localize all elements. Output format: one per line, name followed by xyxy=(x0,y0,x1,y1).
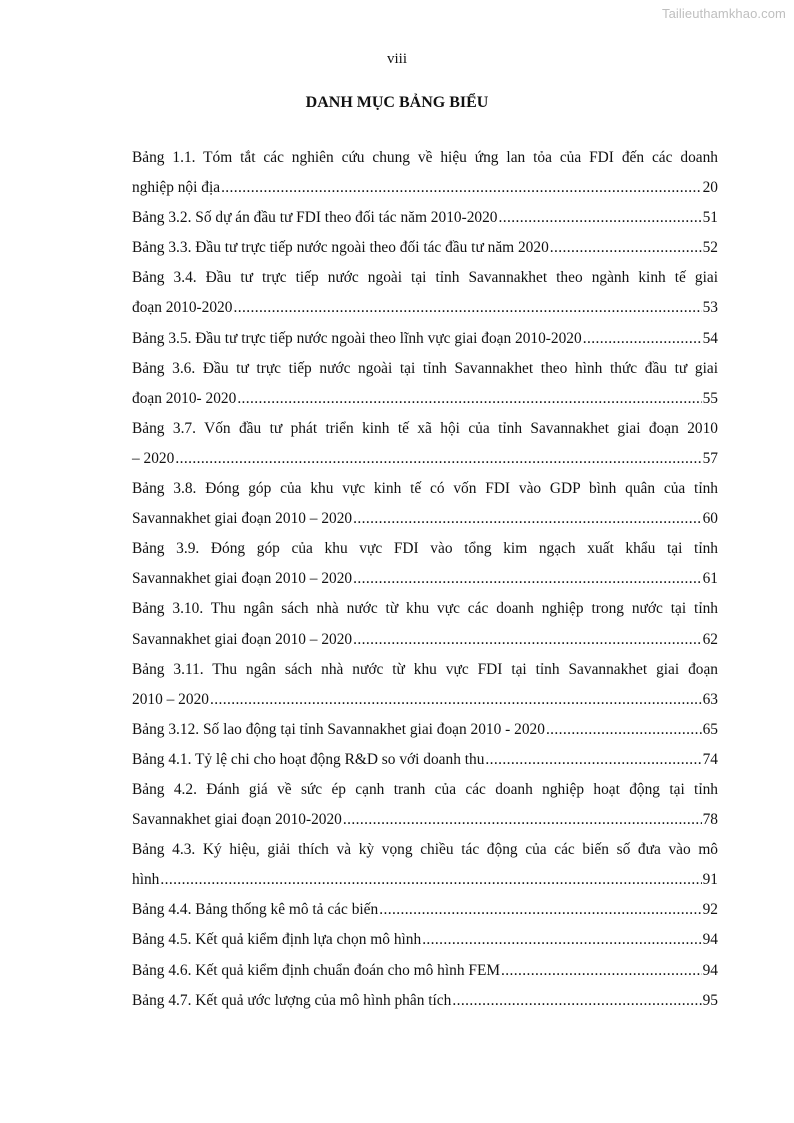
toc-entry[interactable] xyxy=(132,263,718,323)
toc-entry-text: – 2020 xyxy=(132,449,175,467)
toc-entry-title-line: Bảng 1.1. Tóm tắt các nghiên cứu chung về hiệu ứng lan tỏa của FDI đến các doanh xyxy=(132,149,718,166)
toc-entry[interactable] xyxy=(132,203,718,233)
dot-leader xyxy=(237,384,701,414)
toc-entry-fill-line xyxy=(132,564,718,594)
dot-leader xyxy=(221,173,702,203)
toc-entry-page-number: 60 xyxy=(702,510,718,528)
toc-entry-page-number: 53 xyxy=(702,299,718,317)
toc-entry-page-number: 65 xyxy=(702,720,718,738)
toc-entry-fill-line xyxy=(132,715,718,745)
dot-leader xyxy=(452,986,701,1016)
toc-entry-text: Savannakhet giai đoạn 2010 – 2020 xyxy=(132,510,353,528)
toc-entry-text: Savannakhet giai đoạn 2010-2020 xyxy=(132,811,342,829)
toc-entry-text: Bảng 4.7. Kết quả ước lượng của mô hình phân tích xyxy=(132,991,452,1009)
toc-entry[interactable] xyxy=(132,324,718,354)
dot-leader xyxy=(379,895,701,925)
dot-leader xyxy=(499,203,702,233)
toc-entry-text: Savannakhet giai đoạn 2010 – 2020 xyxy=(132,570,353,588)
toc-entry-fill-line xyxy=(132,384,718,414)
toc-entry[interactable] xyxy=(132,956,718,986)
toc-entry-text: đoạn 2010- 2020 xyxy=(132,389,237,407)
dot-leader xyxy=(485,745,701,775)
toc-entry-page-number: 91 xyxy=(702,871,718,889)
toc-entry-page-number: 62 xyxy=(702,630,718,648)
toc-entry[interactable] xyxy=(132,233,718,263)
dot-leader xyxy=(583,324,702,354)
toc-entry-fill-line xyxy=(132,925,718,955)
page-title: DANH MỤC BẢNG BIỂU xyxy=(305,94,489,111)
dot-leader xyxy=(210,685,702,715)
toc-entry-fill-line xyxy=(132,745,718,775)
toc-entry-page-number: 54 xyxy=(702,329,718,347)
dot-leader xyxy=(160,865,701,895)
toc-entry-fill-line xyxy=(132,895,718,925)
watermark-text: Tailieuthamkhao.com xyxy=(661,6,786,21)
toc-entry-page-number: 55 xyxy=(702,389,718,407)
table-list xyxy=(132,143,718,1016)
dot-leader xyxy=(353,504,701,534)
toc-entry-fill-line xyxy=(132,324,718,354)
toc-entry-title-line: Bảng 3.10. Thu ngân sách nhà nước từ khu vực các doanh nghiệp trong nước tại tỉnh xyxy=(132,600,718,618)
toc-entry[interactable] xyxy=(132,895,718,925)
dot-leader xyxy=(501,956,702,986)
toc-entry-title-line: Bảng 3.7. Vốn đầu tư phát triển kinh tế xã hội của tỉnh Savannakhet giai đoạn 2010 xyxy=(132,419,718,437)
toc-entry-fill-line xyxy=(132,805,718,835)
toc-entry-page-number: 63 xyxy=(702,690,718,708)
toc-entry-text: Bảng 3.5. Đầu tư trực tiếp nước ngoài theo lĩnh vực giai đoạn 2010-2020 xyxy=(132,329,582,347)
toc-entry-fill-line xyxy=(132,173,718,203)
toc-entry-fill-line xyxy=(132,233,718,263)
toc-entry-page-number: 20 xyxy=(702,179,718,197)
dot-leader xyxy=(353,625,701,655)
toc-entry[interactable] xyxy=(132,986,718,1016)
toc-entry-page-number: 94 xyxy=(702,931,718,949)
dot-leader xyxy=(546,715,702,745)
toc-entry[interactable] xyxy=(132,414,718,474)
toc-entry-fill-line xyxy=(132,865,718,895)
dot-leader xyxy=(422,925,701,955)
toc-entry-fill-line xyxy=(132,685,718,715)
toc-entry-text: Bảng 3.3. Đầu tư trực tiếp nước ngoài theo đối tác đầu tư năm 2020 xyxy=(132,239,549,257)
toc-entry-fill-line xyxy=(132,986,718,1016)
toc-entry-fill-line xyxy=(132,504,718,534)
toc-entry[interactable] xyxy=(132,925,718,955)
page-number: viii xyxy=(386,51,407,67)
toc-entry-title-line: Bảng 3.4. Đầu tư trực tiếp nước ngoài tại tỉnh Savannakhet theo ngành kinh tế giai xyxy=(132,269,718,287)
toc-entry-title-line: Bảng 3.8. Đóng góp của khu vực kinh tế có vốn FDI vào GDP bình quân của tỉnh xyxy=(132,480,718,498)
toc-entry-title-line: Bảng 4.3. Ký hiệu, giải thích và kỳ vọng chiều tác động của các biến số đưa vào mô xyxy=(132,841,718,859)
toc-entry-text: Bảng 4.1. Tỷ lệ chi cho hoạt động R&D so với doanh thu xyxy=(132,750,485,768)
toc-entry-page-number: 94 xyxy=(702,961,718,979)
toc-entry[interactable] xyxy=(132,715,718,745)
toc-entry-text: Bảng 4.6. Kết quả kiểm định chuẩn đoán cho mô hình FEM xyxy=(132,961,501,979)
toc-entry-page-number: 95 xyxy=(702,991,718,1009)
toc-entry-fill-line xyxy=(132,203,718,233)
toc-entry-fill-line xyxy=(132,293,718,323)
toc-entry-page-number: 61 xyxy=(702,570,718,588)
dot-leader xyxy=(175,444,701,474)
toc-entry-fill-line xyxy=(132,625,718,655)
toc-entry[interactable] xyxy=(132,474,718,534)
toc-entry[interactable] xyxy=(132,534,718,594)
toc-entry-page-number: 51 xyxy=(702,209,718,227)
dot-leader xyxy=(343,805,702,835)
toc-entry[interactable] xyxy=(132,354,718,414)
toc-entry-title-line: Bảng 3.9. Đóng góp của khu vực FDI vào tổng kim ngạch xuất khẩu tại tỉnh xyxy=(132,540,718,558)
dot-leader xyxy=(353,564,701,594)
toc-entry-title-line: Bảng 3.6. Đầu tư trực tiếp nước ngoài tại tỉnh Savannakhet theo hình thức đầu tư giai xyxy=(132,359,718,377)
toc-entry-page-number: 52 xyxy=(702,239,718,257)
toc-entry-text: Bảng 3.12. Số lao động tại tỉnh Savannakhet giai đoạn 2010 - 2020 xyxy=(132,720,545,738)
toc-entry-title-line: Bảng 3.11. Thu ngân sách nhà nước từ khu vực FDI tại tỉnh Savannakhet giai đoạn xyxy=(132,660,718,678)
toc-entry[interactable] xyxy=(132,143,718,203)
toc-entry-text: Savannakhet giai đoạn 2010 – 2020 xyxy=(132,630,353,648)
toc-entry-text: Bảng 4.5. Kết quả kiểm định lựa chọn mô hình xyxy=(132,931,422,949)
toc-entry[interactable] xyxy=(132,775,718,835)
toc-entry-text: 2010 – 2020 xyxy=(132,690,209,708)
toc-entry-fill-line xyxy=(132,956,718,986)
toc-entry-page-number: 92 xyxy=(702,901,718,919)
toc-entry-fill-line xyxy=(132,444,718,474)
toc-entry[interactable] xyxy=(132,655,718,715)
toc-entry-text: Bảng 3.2. Số dự án đầu tư FDI theo đối tác năm 2010-2020 xyxy=(132,209,498,227)
toc-entry-page-number: 57 xyxy=(702,449,718,467)
toc-entry[interactable] xyxy=(132,835,718,895)
toc-entry[interactable] xyxy=(132,594,718,654)
toc-entry-page-number: 78 xyxy=(702,811,718,829)
toc-entry-page-number: 74 xyxy=(702,750,718,768)
toc-entry[interactable] xyxy=(132,745,718,775)
dot-leader xyxy=(550,233,702,263)
toc-entry-text: hình xyxy=(132,871,160,889)
toc-entry-text: đoạn 2010-2020 xyxy=(132,299,233,317)
toc-entry-text: nghiệp nội địa xyxy=(132,179,221,197)
toc-entry-title-line: Bảng 4.2. Đánh giá về sức ép cạnh tranh của các doanh nghiệp hoạt động tại tỉnh xyxy=(132,780,718,798)
toc-entry-text: Bảng 4.4. Bảng thống kê mô tả các biến xyxy=(132,901,379,919)
dot-leader xyxy=(233,293,701,323)
